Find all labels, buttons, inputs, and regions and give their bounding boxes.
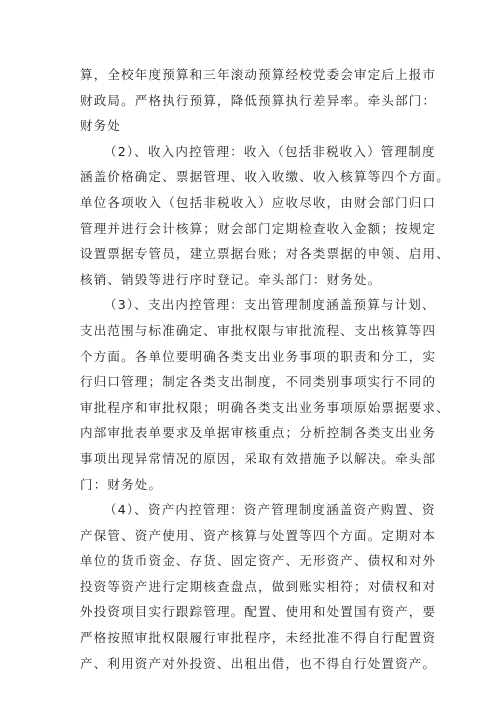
text-line: 行归口管理；制定各类支出制度，不同类别事项实行不同的 — [80, 374, 437, 390]
body-text — [80, 62, 450, 676]
text-line: 个方面。各单位要明确各类支出业务事项的职责和分工，实 — [80, 348, 437, 364]
text-line: 单位各项收入（包括非税收入）应收尽收，由财会部门归口 — [80, 194, 437, 210]
text-line: 核销、销毁等进行序时登记。牵头部门：财务处。 — [80, 271, 382, 287]
text-line: 内部审批表单要求及单据审核重点；分析控制各类支出业务 — [80, 425, 437, 441]
text-line: 算，全校年度预算和三年滚动预算经校党委会审定后上报市 — [80, 67, 437, 82]
paragraph-first-line: （2）、收入内控管理：收入（包括非税收入）管理制度 — [104, 143, 436, 159]
text-line: 产保管、资产使用、资产核算与处置等四个方面。定期对本 — [80, 527, 437, 543]
text-line: 财务处 — [80, 118, 122, 134]
text-line: 投资等资产进行定期核查盘点，做到账实相符；对债权和对 — [80, 578, 437, 594]
text-line: 支出范围与标准确定、审批权限与审批流程、支出核算等四 — [80, 322, 437, 338]
text-line: 事项出现异常情况的原因，采取有效措施予以解决。牵头部 — [80, 450, 437, 466]
text-line: 严格按照审批权限履行审批程序，未经批准不得自行配置资 — [80, 630, 437, 646]
text-line: 门：财务处。 — [80, 476, 163, 492]
text-line: 审批程序和审批权限；明确各类支出业务事项原始票据要求、 — [80, 399, 450, 415]
text-line: 设置票据专管员，建立票据台账；对各类票据的申领、启用、 — [80, 246, 450, 262]
text-line: 外投资项目实行跟踪管理。配置、使用和处置国有资产，要 — [80, 604, 437, 620]
text-line: 涵盖价格确定、票据管理、收入收缴、收入核算等四个方面。 — [80, 169, 450, 185]
paragraph-first-line: （4）、资产内控管理：资产管理制度涵盖资产购置、资 — [104, 502, 436, 518]
text-line: 产、利用资产对外投资、出租出借，也不得自行处置资产。 — [80, 655, 437, 671]
text-line: 单位的货币资金、存货、固定资产、无形资产、债权和对外 — [80, 553, 437, 569]
paragraph-first-line: （3）、支出内控管理：支出管理制度涵盖预算与计划、 — [104, 297, 436, 313]
text-line: 财政局。严格执行预算，降低预算执行差异率。牵头部门： — [80, 92, 437, 108]
text-line: 管理并进行会计核算；财会部门定期检查收入金额；按规定 — [80, 220, 437, 236]
